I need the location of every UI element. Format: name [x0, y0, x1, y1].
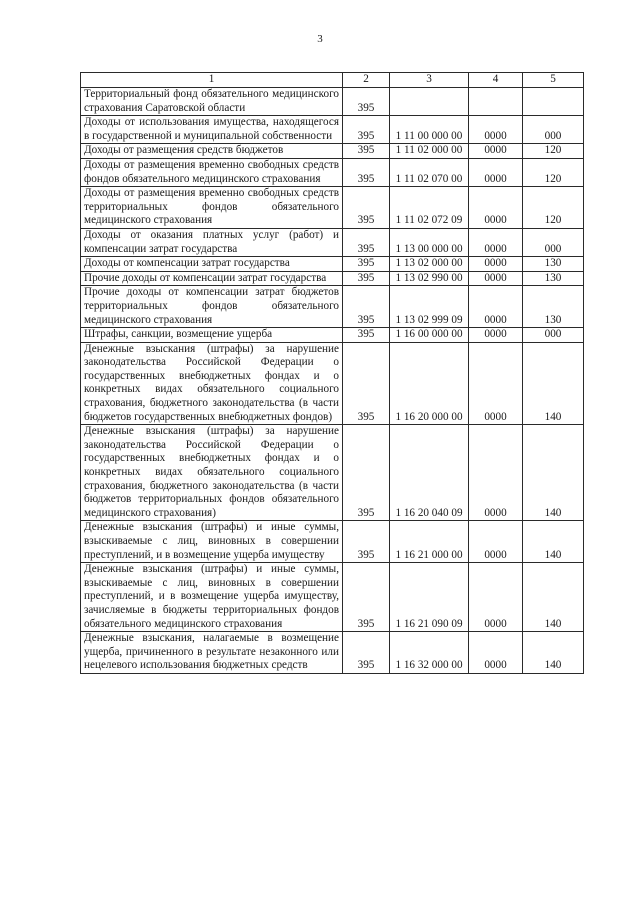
program-code-cell: 0000: [469, 632, 523, 674]
row-name-cell: Денежные взыскания (штрафы) за нарушение законодательства Российской Федерации о государственных внебюджетных фондах и о конкретных видах обязательного социального страхования, бюджетного законодательства (в части бюджетов государственных внебюджетных фондов): [81, 342, 343, 425]
program-code-cell: 0000: [469, 342, 523, 425]
row-name-cell: Доходы от оказания платных услуг (работ) и компенсации затрат государства: [81, 228, 343, 256]
column-header-4: 4: [469, 73, 523, 88]
table-row: [81, 88, 584, 116]
admin-code-cell: 395: [343, 286, 390, 328]
kosgu-code-cell: 130: [523, 286, 584, 328]
income-code-cell: [390, 88, 469, 116]
admin-code-cell: 395: [343, 257, 390, 272]
kosgu-code-cell: 140: [523, 342, 584, 425]
program-code-cell: 0000: [469, 187, 523, 229]
table-row: [81, 286, 584, 328]
program-code-cell: 0000: [469, 328, 523, 343]
income-code-cell: 1 11 00 000 00: [390, 116, 469, 144]
kosgu-code-cell: [523, 88, 584, 116]
row-name-cell: Штрафы, санкции, возмещение ущерба: [81, 328, 343, 343]
program-code-cell: 0000: [469, 425, 523, 521]
kosgu-code-cell: 130: [523, 271, 584, 286]
table-body: [81, 88, 584, 674]
kosgu-code-cell: 140: [523, 521, 584, 563]
income-code-cell: 1 16 00 000 00: [390, 328, 469, 343]
row-name-cell: Доходы от использования имущества, находящегося в государственной и муниципальной собственности: [81, 116, 343, 144]
kosgu-code-cell: 000: [523, 328, 584, 343]
row-name-cell: Денежные взыскания (штрафы) и иные суммы, взыскиваемые с лиц, виновных в совершении преступлений, и в возмещение ущерба имуществу, зачисляемые в бюджеты территориальных фондов обязательного медицинского страхования: [81, 563, 343, 632]
column-header-2: 2: [343, 73, 390, 88]
income-code-cell: 1 11 02 070 00: [390, 158, 469, 186]
income-code-cell: 1 13 00 000 00: [390, 228, 469, 256]
admin-code-cell: 395: [343, 88, 390, 116]
row-name-cell: Доходы от размещения временно свободных средств фондов обязательного медицинского страхования: [81, 158, 343, 186]
admin-code-cell: 395: [343, 328, 390, 343]
program-code-cell: 0000: [469, 144, 523, 159]
kosgu-code-cell: 130: [523, 257, 584, 272]
income-code-cell: 1 16 21 090 09: [390, 563, 469, 632]
income-code-cell: 1 11 02 072 09: [390, 187, 469, 229]
kosgu-code-cell: 140: [523, 563, 584, 632]
column-header-3: 3: [390, 73, 469, 88]
program-code-cell: 0000: [469, 116, 523, 144]
column-header-5: 5: [523, 73, 584, 88]
row-name-cell: Доходы от размещения временно свободных средств территориальных фондов обязательного медицинского страхования: [81, 187, 343, 229]
row-name-cell: Прочие доходы от компенсации затрат государства: [81, 271, 343, 286]
kosgu-code-cell: 120: [523, 187, 584, 229]
page-number: 3: [317, 33, 323, 45]
header-row: [81, 73, 584, 88]
admin-code-cell: 395: [343, 632, 390, 674]
admin-code-cell: 395: [343, 228, 390, 256]
kosgu-code-cell: 000: [523, 228, 584, 256]
admin-code-cell: 395: [343, 563, 390, 632]
row-name-cell: Денежные взыскания (штрафы) за нарушение законодательства Российской Федерации о государственных внебюджетных фондах и о конкретных видах обязательного социального страхования, бюджетного законодательства (в части бюджетов территориальных фондов обязательного медицинского страхования): [81, 425, 343, 521]
program-code-cell: 0000: [469, 563, 523, 632]
income-code-cell: 1 16 32 000 00: [390, 632, 469, 674]
income-code-cell: 1 16 20 040 09: [390, 425, 469, 521]
admin-code-cell: 395: [343, 144, 390, 159]
table-row: [81, 521, 584, 563]
income-code-cell: 1 11 02 000 00: [390, 144, 469, 159]
kosgu-code-cell: 140: [523, 425, 584, 521]
income-code-cell: 1 13 02 999 09: [390, 286, 469, 328]
kosgu-code-cell: 120: [523, 144, 584, 159]
income-code-cell: 1 16 21 000 00: [390, 521, 469, 563]
program-code-cell: [469, 88, 523, 116]
table-row: [81, 425, 584, 521]
table-row: [81, 563, 584, 632]
admin-code-cell: 395: [343, 521, 390, 563]
admin-code-cell: 395: [343, 187, 390, 229]
row-name-cell: Прочие доходы от компенсации затрат бюджетов территориальных фондов обязательного медицинского страхования: [81, 286, 343, 328]
row-name-cell: Денежные взыскания, налагаемые в возмещение ущерба, причиненного в результате незаконного или нецелевого использования бюджетных средств: [81, 632, 343, 674]
income-code-cell: 1 13 02 990 00: [390, 271, 469, 286]
table-header: [81, 73, 584, 88]
kosgu-code-cell: 140: [523, 632, 584, 674]
row-name-cell: Денежные взыскания (штрафы) и иные суммы, взыскиваемые с лиц, виновных в совершении преступлений, и в возмещение ущерба имуществу: [81, 521, 343, 563]
table-row: [81, 632, 584, 674]
row-name-cell: Доходы от компенсации затрат государства: [81, 257, 343, 272]
admin-code-cell: 395: [343, 271, 390, 286]
kosgu-code-cell: 120: [523, 158, 584, 186]
program-code-cell: 0000: [469, 521, 523, 563]
program-code-cell: 0000: [469, 286, 523, 328]
program-code-cell: 0000: [469, 271, 523, 286]
table-row: [81, 257, 584, 272]
table-row: [81, 228, 584, 256]
admin-code-cell: 395: [343, 342, 390, 425]
admin-code-cell: 395: [343, 425, 390, 521]
admin-code-cell: 395: [343, 116, 390, 144]
table-row: [81, 144, 584, 159]
income-code-cell: 1 16 20 000 00: [390, 342, 469, 425]
income-code-cell: 1 13 02 000 00: [390, 257, 469, 272]
row-name-cell: Доходы от размещения средств бюджетов: [81, 144, 343, 159]
table-row: [81, 328, 584, 343]
row-name-cell: Территориальный фонд обязательного медицинского страхования Саратовской области: [81, 88, 343, 116]
program-code-cell: 0000: [469, 158, 523, 186]
table-row: [81, 271, 584, 286]
table-row: [81, 116, 584, 144]
admin-code-cell: 395: [343, 158, 390, 186]
program-code-cell: 0000: [469, 228, 523, 256]
table-row: [81, 342, 584, 425]
table-row: [81, 158, 584, 186]
program-code-cell: 0000: [469, 257, 523, 272]
kosgu-code-cell: 000: [523, 116, 584, 144]
revenue-classification-table: [80, 72, 584, 674]
table-row: [81, 187, 584, 229]
column-header-1: 1: [81, 73, 343, 88]
